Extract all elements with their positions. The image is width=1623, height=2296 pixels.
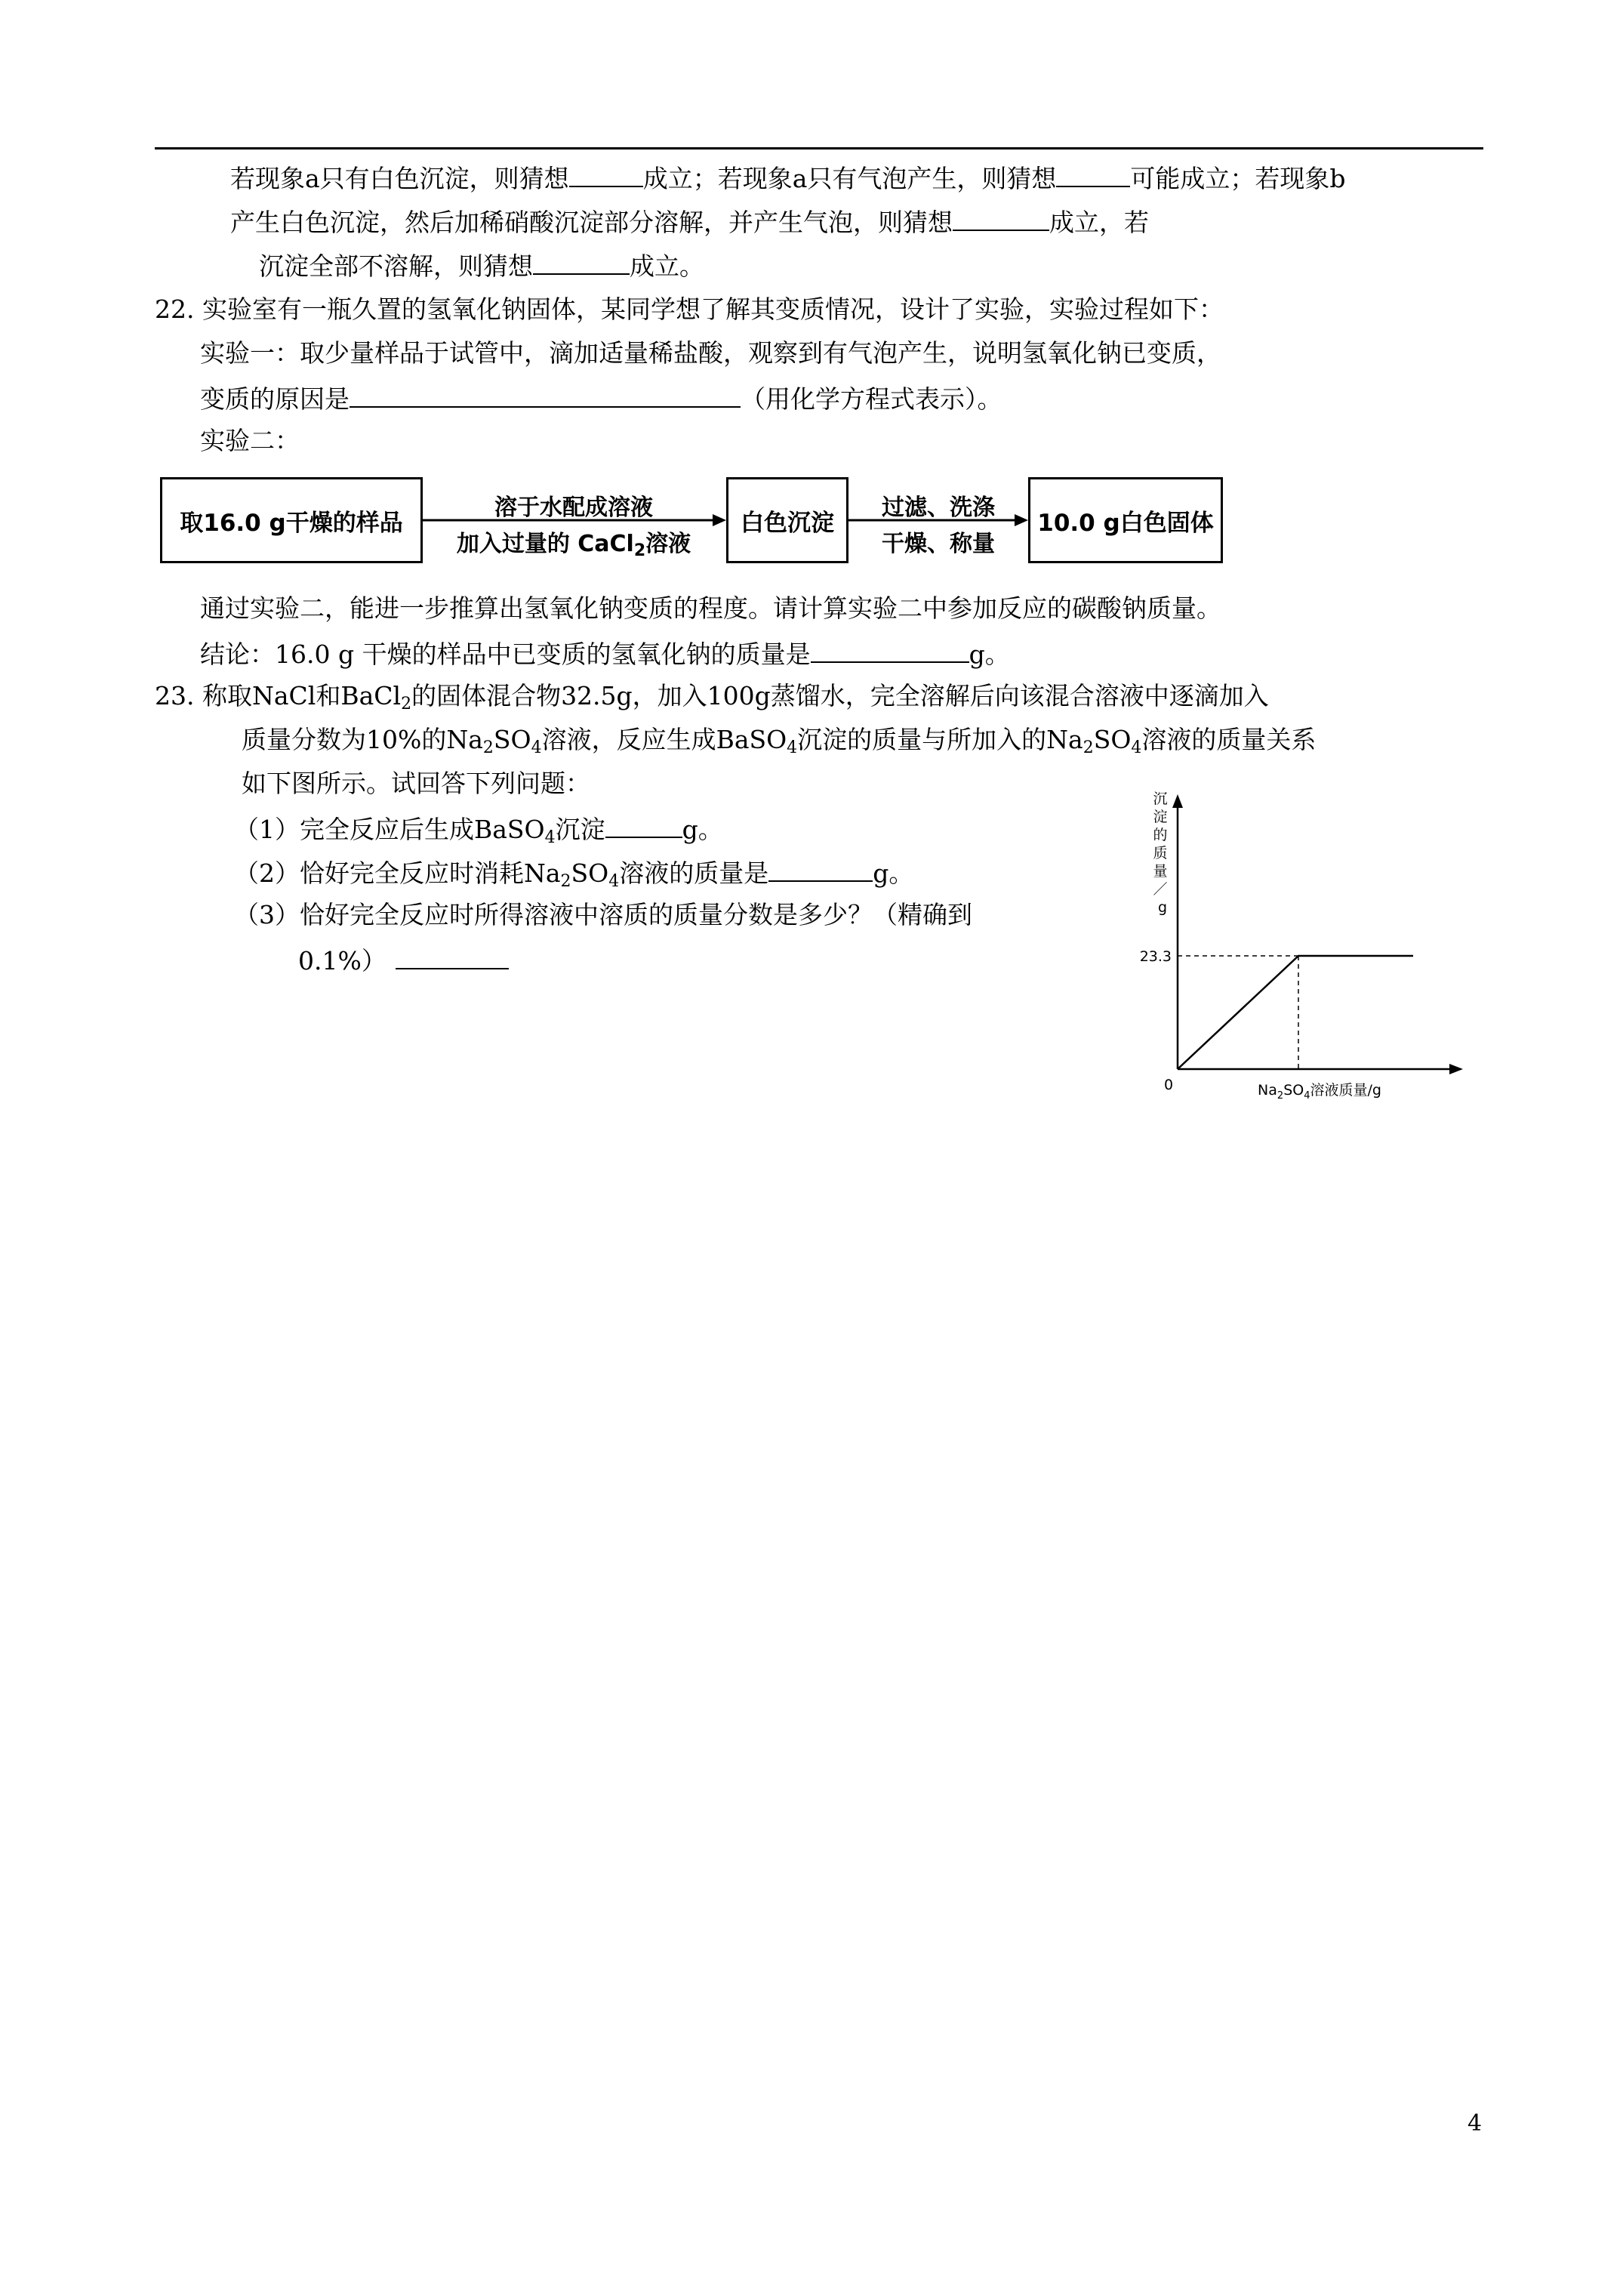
text-seg: SO	[1093, 725, 1132, 754]
text-seg: 结论：16.0 g 干燥的样品中已变质的氢氧化钠的质量是	[200, 639, 811, 669]
subscript: 4	[608, 872, 620, 891]
q23-line-3: 如下图所示。试回答下列问题：	[242, 769, 590, 798]
subscript: 2	[401, 695, 412, 713]
origin-label: 0	[1163, 1077, 1174, 1093]
subscript: 2	[560, 872, 571, 891]
text-seg: （用化学方程式表示）。	[741, 384, 1002, 414]
q23-line-1	[155, 680, 1269, 713]
text-seg: SO	[493, 725, 531, 754]
text-seg: 质量分数为10%的Na	[242, 725, 483, 754]
q23-part-3: （3）恰好完全反应时所得溶液中溶质的质量分数是多少？（精确到	[234, 900, 972, 929]
q22-exp1: 实验一：取少量样品于试管中，滴加适量稀盐酸，观察到有气泡产生，说明氢氧化钠已变质，	[200, 338, 1221, 368]
flow-box-precipitate: 白色沉淀	[726, 477, 848, 563]
y-axis-label: 沉 淀 的 质 量 ／ g	[1153, 791, 1168, 916]
x-axis-arrow	[1449, 1064, 1463, 1074]
y-axis-arrow	[1172, 794, 1183, 808]
text-seg: 成立，若	[1049, 208, 1149, 237]
text-seg: 0.1%）	[298, 946, 387, 975]
subscript: 2	[1083, 738, 1094, 757]
text-seg: SO	[571, 858, 609, 888]
text-seg: 沉淀全部不溶解，则猜想	[259, 251, 533, 281]
flow-arrow-2-head	[1015, 514, 1028, 526]
flow-arrow-1-head	[713, 514, 726, 526]
precipitate-mass-chart	[1102, 785, 1495, 1117]
flow-step1-top: 溶于水配成溶液	[494, 495, 653, 521]
answer-blank[interactable]	[811, 636, 969, 663]
flow-box-sample: 取16.0 g干燥的样品	[160, 477, 423, 563]
subscript: 4	[544, 828, 556, 847]
q23-part-2	[234, 855, 913, 890]
answer-blank[interactable]	[768, 855, 873, 882]
y-tick-label-23-3: 23.3	[1139, 948, 1172, 965]
q23-part-3-cont	[298, 942, 509, 978]
text-seg: g。	[682, 815, 723, 844]
subscript: 4	[1131, 738, 1142, 757]
q22-exp2: 实验二：	[200, 426, 300, 455]
text-seg: 沉淀的质量与所加入的Na	[797, 725, 1083, 754]
text-seg: 可能成立；若现象b	[1130, 164, 1346, 193]
subscript: 2	[482, 738, 494, 757]
flow-step2-top: 过滤、洗涤	[882, 495, 995, 521]
q23-line-2	[242, 723, 1316, 757]
x-axis-label: $Na_2SO_4$溶液质量/g	[1258, 1082, 1381, 1102]
text-seg: （2）恰好完全反应时消耗Na	[234, 858, 561, 888]
text-seg: 成立；若现象a只有气泡产生，则猜想	[642, 164, 1057, 193]
text-seg: 若现象a只有白色沉淀，则猜想	[230, 164, 569, 193]
q22-stem: 22. 实验室有一瓶久置的氢氧化钠固体，某同学想了解其变质情况，设计了实验，实验过程如下：	[155, 294, 1224, 324]
text-seg: 成立。	[630, 251, 704, 281]
text-seg: 溶液的质量是	[619, 858, 769, 888]
text-seg: g。	[873, 858, 914, 888]
text-seg: 产生白色沉淀，然后加稀硝酸沉淀部分溶解，并产生气泡，则猜想	[230, 208, 953, 237]
q22-conclusion	[200, 636, 1010, 671]
text-seg: 加入过量的 CaCl	[456, 531, 634, 557]
text-seg: 23. 称取NaCl和BaCl	[155, 681, 402, 710]
text-seg: 溶液，反应生成BaSO	[541, 725, 787, 754]
subscript: 4	[531, 738, 542, 757]
subscript: 4	[787, 738, 798, 757]
q23-part-1	[234, 811, 723, 846]
flow-box-solid: 10.0 g白色固体	[1028, 477, 1223, 563]
text-seg: g。	[969, 639, 1010, 669]
text-seg: 变质的原因是	[200, 384, 350, 414]
text-seg: （1）完全反应后生成BaSO	[234, 815, 545, 844]
answer-blank[interactable]	[605, 811, 682, 838]
answer-blank[interactable]	[396, 942, 509, 969]
flow-step2-bottom: 干燥、称量	[882, 531, 995, 557]
subscript: 2	[633, 541, 646, 560]
page-number: 4	[1467, 2110, 1483, 2137]
q22-through: 通过实验二，能进一步推算出氢氧化钠变质的程度。请计算实验二中参加反应的碳酸钠质量。	[200, 593, 1221, 623]
text-seg: 沉淀	[555, 815, 605, 844]
series-line	[1178, 956, 1413, 1069]
flow-arrows	[0, 0, 1623, 604]
text-seg: 的固体混合物32.5g，加入100g蒸馏水，完全溶解后向该混合溶液中逐滴加入	[411, 681, 1269, 710]
text-seg: 溶液	[645, 531, 691, 557]
text-seg: 溶液的质量关系	[1141, 725, 1317, 754]
